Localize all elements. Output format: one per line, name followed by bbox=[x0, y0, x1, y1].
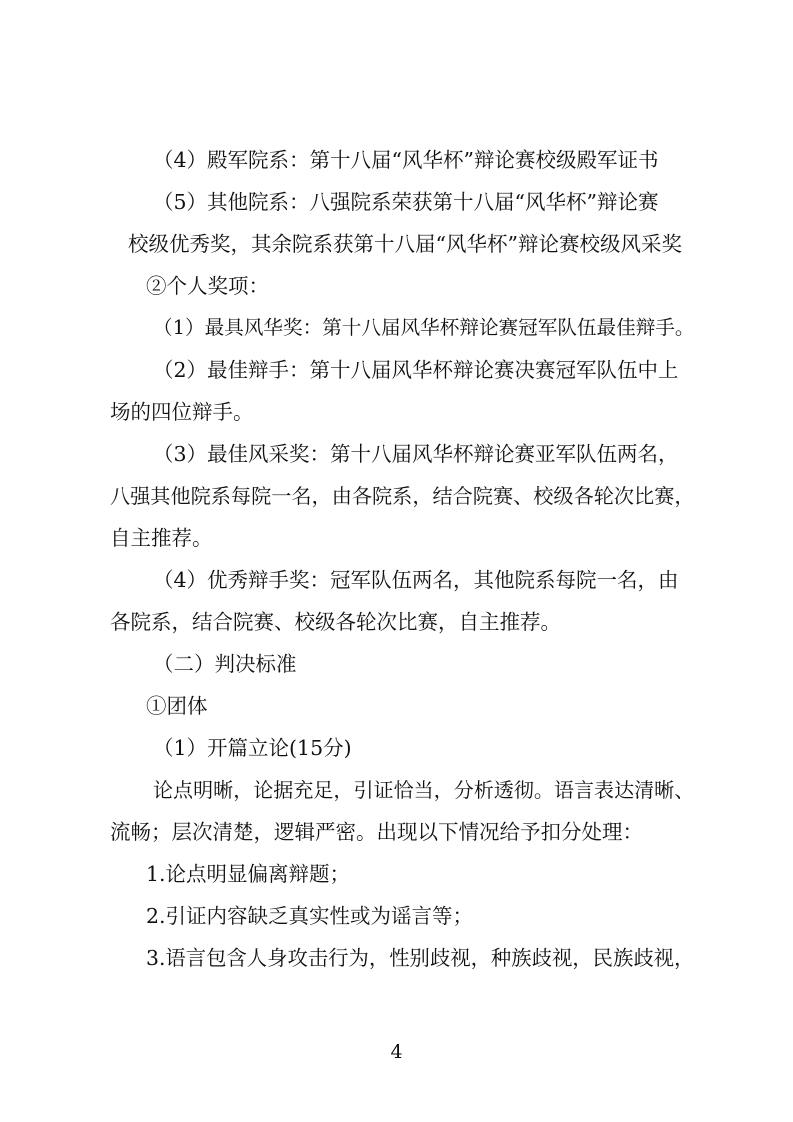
opening-statement-criteria: 论点明晰，论据充足，引证恰当，分析透彻。语言表达清晰、 bbox=[153, 778, 695, 802]
award-other-departments: （5）其他院系：八强院系荣获第十八届“风华杯”辩论赛 bbox=[153, 190, 659, 214]
deduction-item-1: 1.论点明显偏离辩题； bbox=[146, 862, 351, 886]
deduction-item-2: 2.引证内容缺乏真实性或为谣言等； bbox=[146, 904, 474, 928]
award-best-style: （3）最佳风采奖：第十八届风华杯辩论赛亚军队伍两名， bbox=[153, 442, 679, 466]
deduction-item-3: 3.语言包含人身攻击行为，性别歧视，种族歧视，民族歧视， bbox=[146, 946, 695, 970]
individual-awards-heading: ②个人奖项： bbox=[146, 274, 269, 298]
award-excellent-debater-cont: 各院系，结合院赛、校级各轮次比赛，自主推荐。 bbox=[110, 610, 561, 634]
award-best-debater-cont: 场的四位辩手。 bbox=[110, 400, 254, 424]
opening-statement-criteria-cont: 流畅；层次清楚，逻辑严密。出现以下情况给予扣分处理： bbox=[110, 820, 643, 844]
page-number: 4 bbox=[390, 1041, 403, 1063]
award-excellent-debater: （4）优秀辩手奖：冠军队伍两名，其他院系每院一名，由 bbox=[153, 568, 679, 592]
team-heading: ①团体 bbox=[146, 694, 208, 718]
judging-criteria-heading: （二）判决标准 bbox=[153, 652, 297, 676]
award-best-style-cont-2: 自主推荐。 bbox=[110, 526, 213, 550]
award-best-debater: （2）最佳辩手：第十八届风华杯辩论赛决赛冠军队伍中上 bbox=[153, 358, 679, 382]
award-other-departments-cont: 校级优秀奖，其余院系获第十八届“风华杯”辩论赛校级风采奖 bbox=[128, 232, 682, 256]
award-best-style-cont: 八强其他院系每院一名，由各院系，结合院赛、校级各轮次比赛， bbox=[110, 484, 695, 508]
award-fourth-place: （4）殿军院系：第十八届“风华杯”辩论赛校级殿军证书 bbox=[153, 148, 659, 172]
opening-statement-heading: （1）开篇立论(15分) bbox=[153, 736, 352, 760]
award-fenghua: （1）最具风华奖：第十八届风华杯辩论赛冠军队伍最佳辩手。 bbox=[153, 316, 695, 339]
